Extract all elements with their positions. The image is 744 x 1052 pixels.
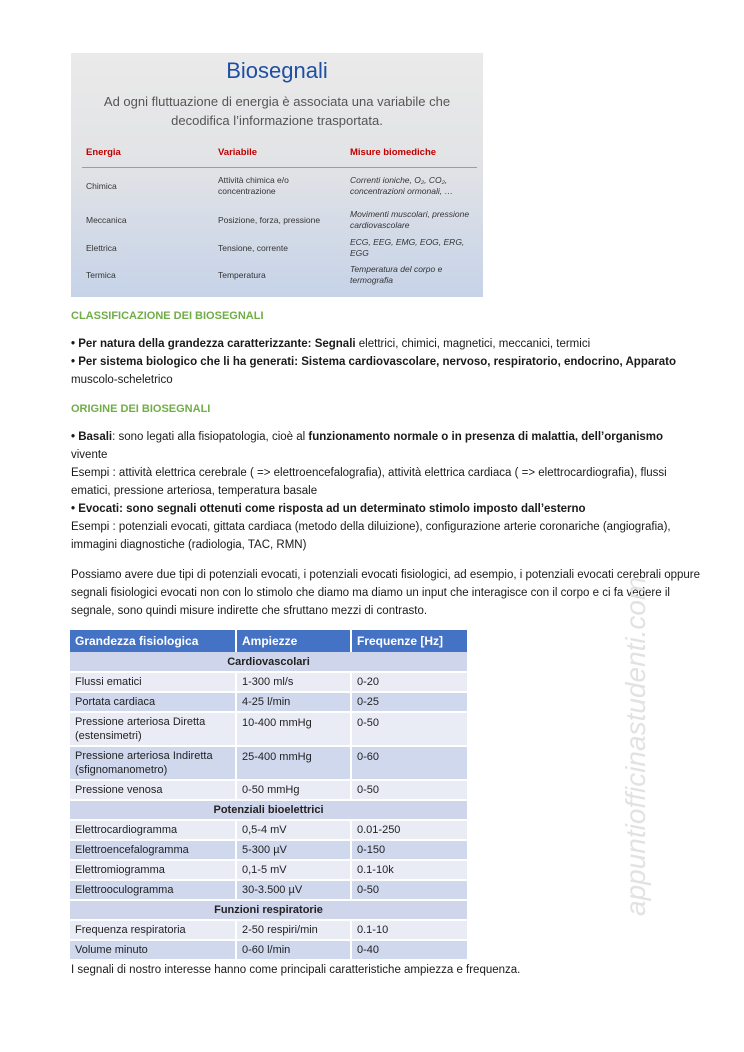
table-cell: 0-20 xyxy=(351,672,467,692)
table-cell: Elettrooculogramma xyxy=(70,880,236,900)
table-cell: 0-150 xyxy=(351,840,467,860)
slide-header-misure: Misure biomediche xyxy=(346,139,477,167)
list-item xyxy=(71,428,707,446)
watermark: appuntiofficinastudenti.com xyxy=(620,576,651,916)
slide-cell: Temperatura xyxy=(218,269,266,280)
origine-heading: ORIGINE DEI BIOSEGNALI xyxy=(71,403,211,415)
table-cell: Pressione arteriosa Indiretta (sfignomanometro) xyxy=(70,746,236,780)
section-potenziali: Potenziali bioelettrici xyxy=(70,800,467,820)
header-ampiezze: Ampiezze xyxy=(236,630,351,652)
table-cell: Elettromiogramma xyxy=(70,860,236,880)
section-respiratorie: Funzioni respiratorie xyxy=(70,900,467,920)
table-cell: Elettrocardiogramma xyxy=(70,820,236,840)
slide-cell: Termica xyxy=(86,269,116,280)
bullet-bold: • Per natura della grandezza caratterizzante: Segnali xyxy=(71,338,356,350)
slide-cell: Chimica xyxy=(86,180,117,191)
table-cell: 0.01-250 xyxy=(351,820,467,840)
slide-title: Biosegnali xyxy=(226,58,328,83)
evocati-label: • Evocati: sono segnali ottenuti come risposta ad un determinato stimolo imposto dall’esterno xyxy=(71,503,586,515)
evocati-paragraph: Possiamo avere due tipi di potenziali evocati, i potenziali evocati fisiologici, ad esempio, i potenziali evocati cerebrali oppure segnali fisiologici evocati non con lo stimolo che diamo ma diamo un input che interagisce con il corpo e ci fa vedere il segnale, sono quindi misure indirette che sfruttano mezzi di contrasto. xyxy=(71,569,701,617)
table-cell: 10-400 mmHg xyxy=(236,712,351,746)
slide-cell: Posizione, forza, pressione xyxy=(218,214,321,225)
slide-cell: Attività chimica e/o concentrazione xyxy=(218,175,289,197)
list-item xyxy=(71,335,707,353)
bullet-bold: • Per sistema biologico che li ha generati: Sistema cardiovascolare, nervoso, respiratorio, endocrino, Apparato xyxy=(71,356,676,368)
table-cell: 0-60 xyxy=(351,746,467,780)
header-frequenze: Frequenze [Hz] xyxy=(351,630,467,652)
table-cell: 0-40 xyxy=(351,940,467,960)
table-cell: 1-300 ml/s xyxy=(236,672,351,692)
biosegnali-slide xyxy=(71,53,483,297)
table-cell: 30-3.500 µV xyxy=(236,880,351,900)
slide-cell: Temperatura del corpo e termografia xyxy=(350,264,443,285)
basali-text: : sono legati alla fisiopatologia, cioè al xyxy=(112,431,309,443)
classificazione-heading: CLASSIFICAZIONE DEI BIOSEGNALI xyxy=(71,310,264,322)
bullet-text: elettrici, chimici, magnetici, meccanici, termici xyxy=(355,338,591,350)
basali-label: Basali xyxy=(78,431,113,443)
bullet: • xyxy=(71,431,79,443)
table-cell: Frequenza respiratoria xyxy=(70,920,236,940)
table-cell: 4-25 l/min xyxy=(236,692,351,712)
table-cell: Elettroencefalogramma xyxy=(70,840,236,860)
slide-cell: Tensione, corrente xyxy=(218,242,288,253)
origine-list xyxy=(71,428,707,554)
table-cell: 0-50 xyxy=(351,712,467,746)
basali-text-end: vivente xyxy=(71,449,108,461)
footer-text: I segnali di nostro interesse hanno come principali caratteristiche ampiezza e frequenza. xyxy=(71,964,521,976)
table-cell: Volume minuto xyxy=(70,940,236,960)
list-item xyxy=(71,500,707,518)
biosignal-table xyxy=(70,630,467,961)
slide-header-energia: Energia xyxy=(82,139,214,167)
table-cell: 0,1-5 mV xyxy=(236,860,351,880)
table-cell: 2-50 respiri/min xyxy=(236,920,351,940)
table-cell: 0-50 xyxy=(351,780,467,800)
table-cell: 0-50 mmHg xyxy=(236,780,351,800)
list-item xyxy=(71,353,707,371)
table-cell: Pressione venosa xyxy=(70,780,236,800)
slide-header-variabile: Variabile xyxy=(214,139,346,167)
slide-cell: Correnti ioniche, O₂, CO₂, concentrazioni ormonali, … xyxy=(350,175,453,197)
table-cell: 0-50 xyxy=(351,880,467,900)
table-cell: Pressione arteriosa Diretta (estensimetri) xyxy=(70,712,236,746)
table-cell: 0.1-10 xyxy=(351,920,467,940)
slide-cell: Movimenti muscolari, pressione cardiovascolare xyxy=(350,209,470,230)
esempi-basali: Esempi : attività elettrica cerebrale ( => elettroencefalografia), attività elettrica cardiaca ( => elettrocardiografia), flussi ematici, pressione arteriosa, temperatura basale xyxy=(71,467,667,497)
table-cell: Flussi ematici xyxy=(70,672,236,692)
table-cell: 0,5-4 mV xyxy=(236,820,351,840)
basali-emphasis: funzionamento normale o in presenza di malattia, dell’organismo xyxy=(308,431,664,443)
slide-cell: ECG, EEG, EMG, EOG, ERG, EGG xyxy=(350,237,465,258)
section-cardiovascolari: Cardiovascolari xyxy=(70,652,467,672)
table-cell: 0-60 l/min xyxy=(236,940,351,960)
header-grandezza: Grandezza fisiologica xyxy=(70,630,236,652)
table-cell: 0.1-10k xyxy=(351,860,467,880)
slide-cell: Meccanica xyxy=(86,214,127,225)
esempi-evocati: Esempi : potenziali evocati, gittata cardiaca (metodo della diluizione), configurazione arterie coronariche (angiografia), immagini diagnostiche (radiologia, TAC, RMN) xyxy=(71,521,671,551)
table-cell: 25-400 mmHg xyxy=(236,746,351,780)
table-cell: 0-25 xyxy=(351,692,467,712)
classificazione-list xyxy=(71,335,707,389)
slide-table xyxy=(82,139,477,289)
table-cell: Portata cardiaca xyxy=(70,692,236,712)
bullet-text: muscolo-scheletrico xyxy=(71,374,173,386)
slide-subtitle: Ad ogni fluttuazione di energia è associata una variabile che decodifica l’informazione trasportata. xyxy=(103,94,451,128)
slide-cell: Elettrica xyxy=(86,242,117,253)
table-cell: 5-300 µV xyxy=(236,840,351,860)
